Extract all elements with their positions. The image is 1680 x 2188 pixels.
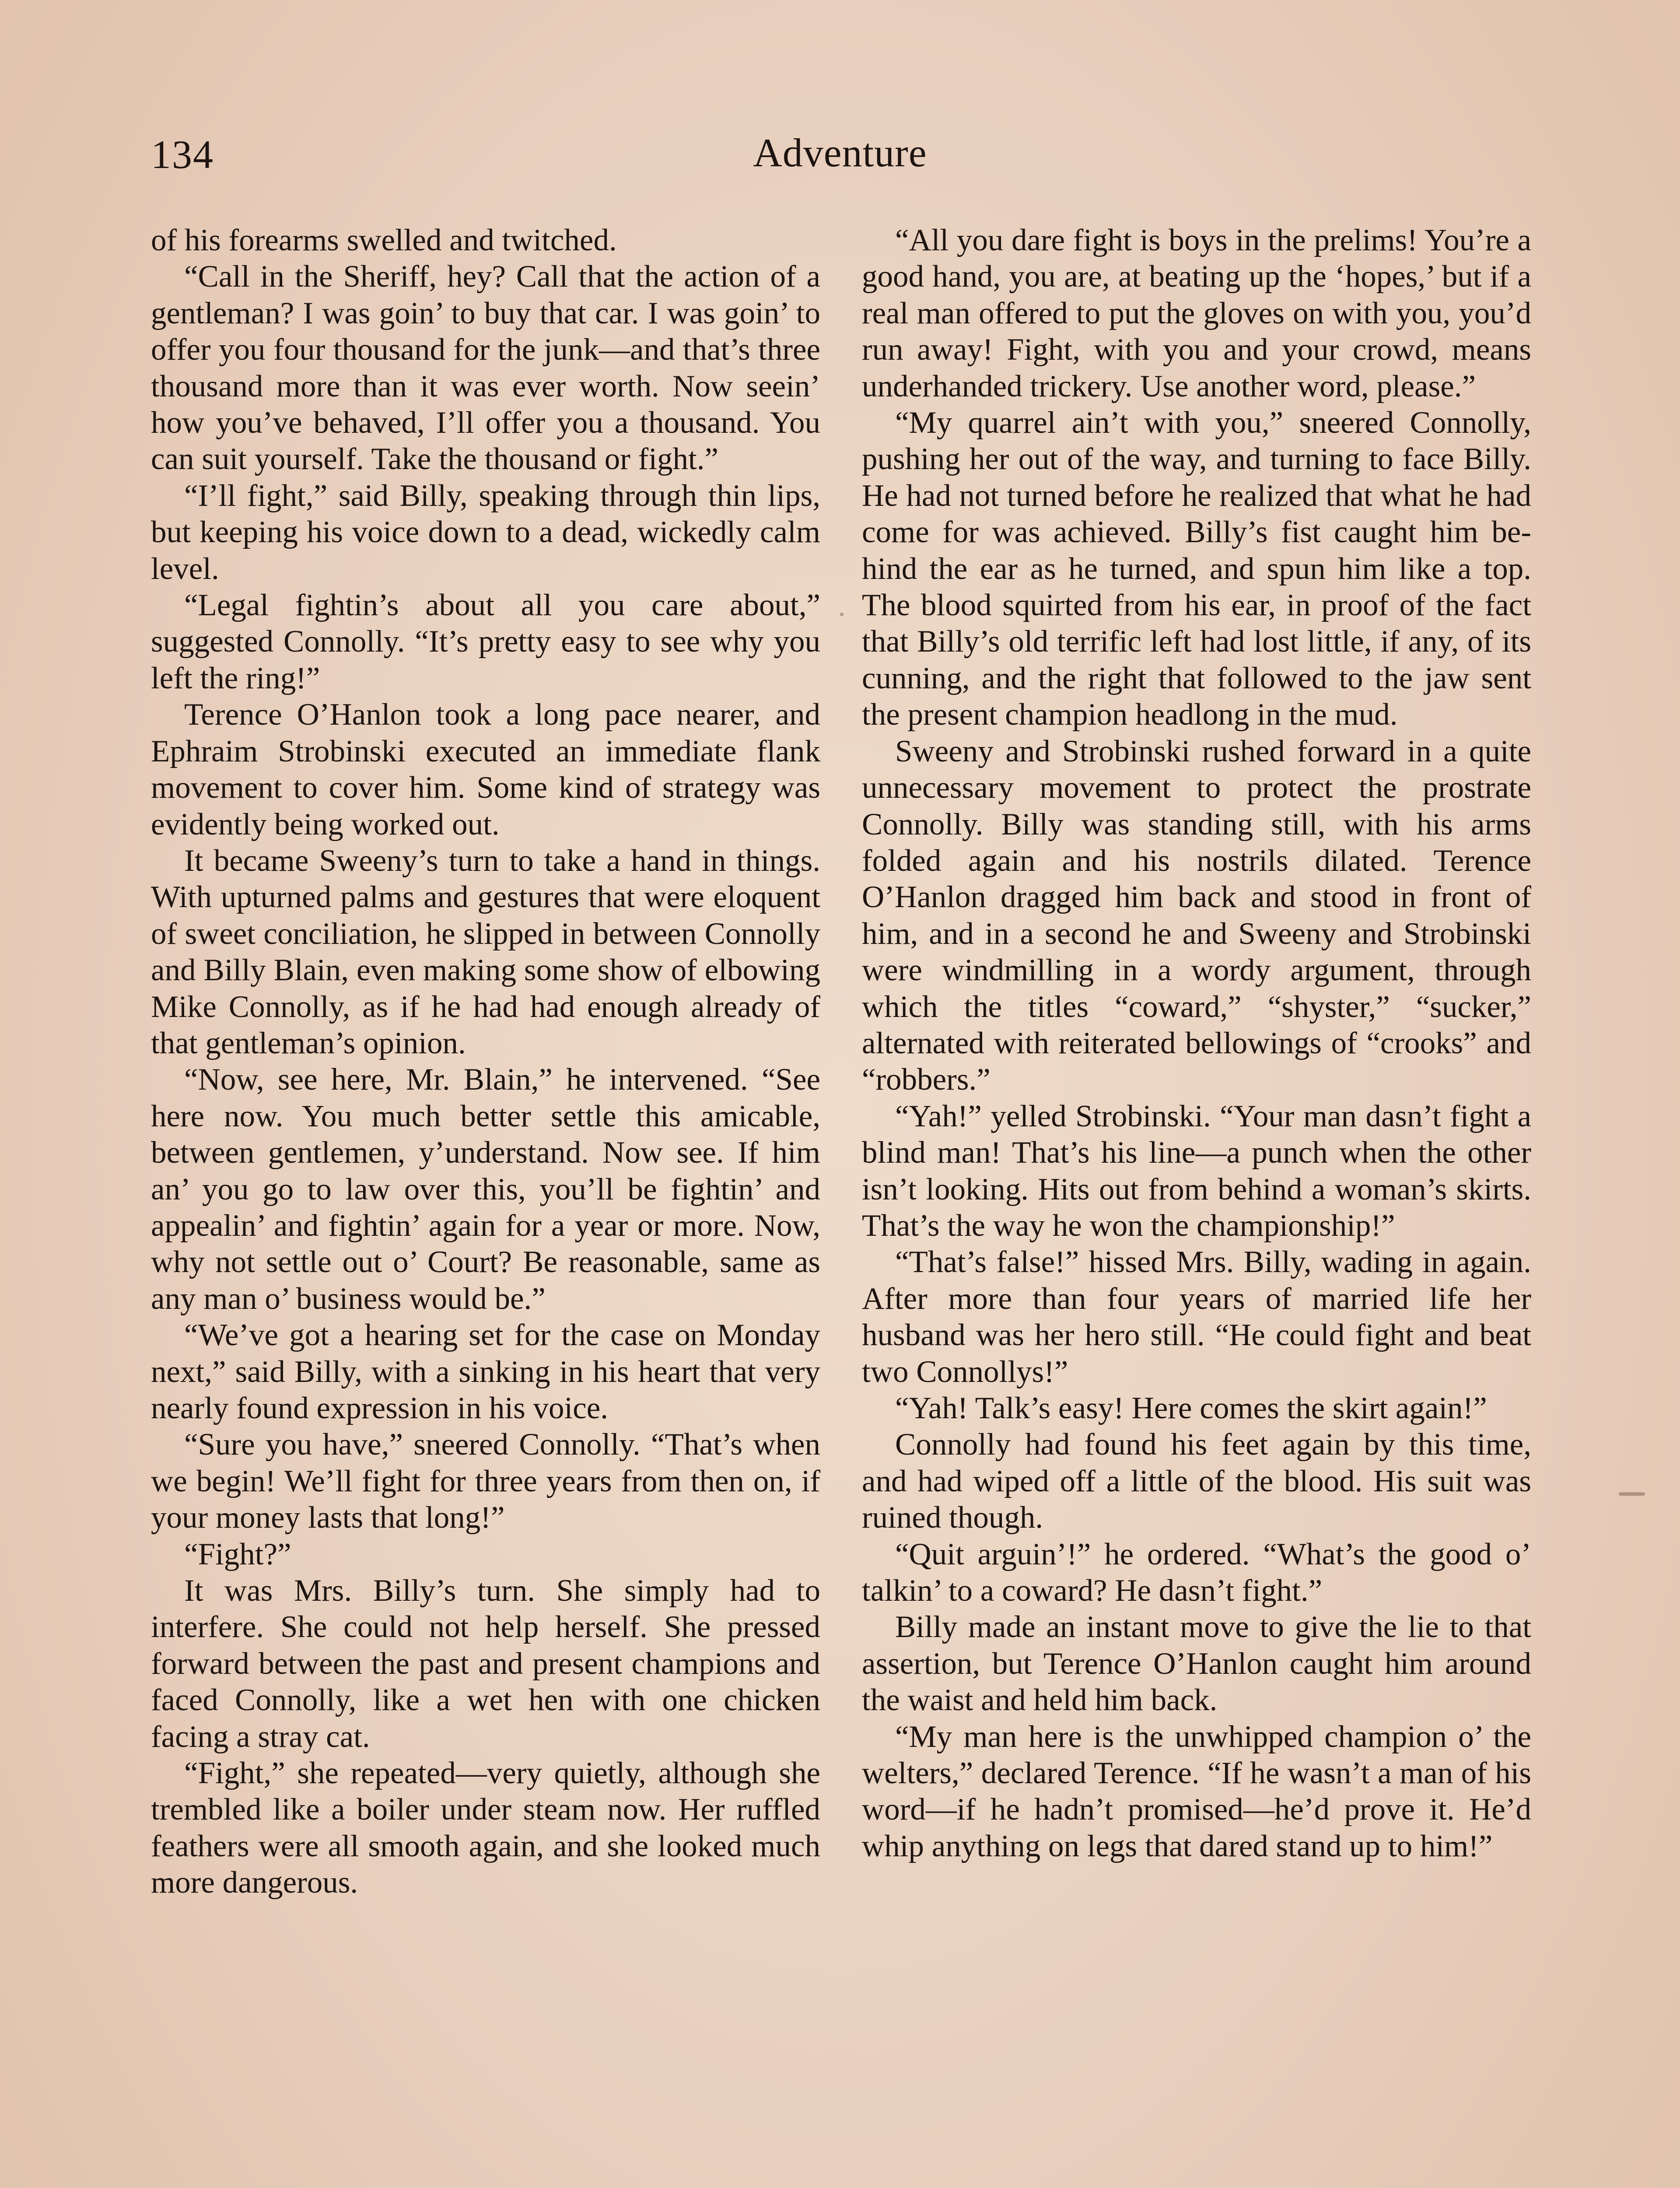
- paragraph: “Sure you have,” sneered Connolly. “That’s when we begin! We’ll fight for three years from then on, if your money lasts that long!”: [151, 1427, 820, 1535]
- paper-speck: [1619, 1492, 1645, 1496]
- right-column: [862, 222, 1531, 1865]
- running-head-title: Adventure: [753, 130, 927, 175]
- paragraph: “Now, see here, Mr. Blain,” he intervened. “See here now. You much better settle this amicable, between gentlemen, y’understand. Now see. If him an’ you go to law over this, you’ll be fightin’ and appealin’ and fightin’ again for a year or more. Now, why not settle out o’ Court? Be reasonable, same as any man o’ business would be.”: [151, 1062, 820, 1316]
- paragraph: Connolly had found his feet again by this time, and had wiped off a little of the blood. His suit was ruined though.: [862, 1427, 1531, 1535]
- paragraph: “Yah! Talk’s easy! Here comes the skirt again!”: [895, 1391, 1487, 1425]
- paper-speck: [840, 613, 844, 616]
- paragraph: “All you dare fight is boys in the prelims! You’re a good hand, you are, at beating up the ‘hopes,’ but if a real man offered to put the gloves on with you, you’d run away! Fight, with you and your crowd, means underhanded trickery. Use another word, please.”: [862, 223, 1531, 403]
- paragraph: “We’ve got a hearing set for the case on Monday next,” said Billy, with a sinking in his heart that very nearly found expression in his voice.: [151, 1318, 820, 1425]
- paragraph: of his forearms swelled and twitched.: [151, 223, 617, 257]
- paragraph: “Legal fightin’s about all you care about,” suggested Connolly. “It’s pretty easy to see why you left the ring!”: [151, 588, 820, 695]
- paragraph: “I’ll fight,” said Billy, speaking through thin lips, but keeping his voice down to a dead, wickedly calm level.: [151, 478, 820, 586]
- paragraph: It became Sweeny’s turn to take a hand in things. With upturned palms and gestures that were eloquent of sweet conciliation, he slipped in between Connolly and Billy Blain, even making some show of elbowing Mike Connolly, as if he had had enough already of that gentleman’s opinion.: [151, 843, 820, 1060]
- paragraph: “Yah!” yelled Strobinski. “Your man dasn’t fight a blind man! That’s his line—a punch when the other isn’t looking. Hits out from behind a woman’s skirts. That’s the way he won the championship!”: [862, 1099, 1531, 1243]
- paragraph: Billy made an instant move to give the lie to that assertion, but Terence O’Hanlon caught him around the waist and held him back.: [862, 1610, 1531, 1718]
- paragraph: Terence O’Hanlon took a long pace nearer, and Ephraim Strobinski executed an immediate flank movement to cover him. Some kind of strategy was evidently being worked out.: [151, 698, 820, 842]
- paragraph: “My man here is the unwhipped champion o’ the welters,” declared Terence. “If he wasn’t a man of his word—if he hadn’t promised—he’d prove it. He’d whip anything on legs that dared stand up to him!”: [862, 1719, 1531, 1863]
- paragraph: “That’s false!” hissed Mrs. Billy, wading in again. After more than four years of married life her husband was her hero still. “He could fight and beat two Connollys!”: [862, 1245, 1531, 1389]
- paragraph: Sweeny and Strobinski rushed forward in a quite unnecessary movement to protect the prostrate Connolly. Billy was standing still, with his arms folded again and his nostrils dilated. Terence O’Hanlon dragged him back and stood in front of him, and in a second he and Sweeny and Strobinski were windmilling in a wordy argument, through which the titles “coward,” “shyster,” “sucker,” alternated with reiterated bellowings of “crooks” and “robbers.”: [862, 734, 1531, 1097]
- page-number: 134: [151, 132, 214, 177]
- paragraph: “My quarrel ain’t with you,” sneered Connolly, pushing her out of the way, and turning to face Billy. He had not turned before he realized that what he had come for was achieved. Billy’s fist caught him behind the ear as he turned, and spun him like a top. The blood squirted from his ear, in proof of the fact that Billy’s old terrific left had lost little, if any, of its cunning, and the right that followed to the jaw sent the present champion headlong in the mud.: [862, 406, 1531, 732]
- paragraph: It was Mrs. Billy’s turn. She simply had to interfere. She could not help herself. She pressed forward between the past and present champions and faced Connolly, like a wet hen with one chicken facing a stray cat.: [151, 1574, 820, 1754]
- left-column: [151, 222, 820, 1901]
- paragraph: “Call in the Sheriff, hey? Call that the action of a gentleman? I was goin’ to buy that car. I was goin’ to offer you four thousand for the junk—and that’s three thousand more than it was ever worth. Now seein’ how you’ve behaved, I’ll offer you a thousand. You can suit yourself. Take the thousand or fight.”: [151, 259, 820, 477]
- paragraph: “Quit arguin’!” he ordered. “What’s the good o’ talkin’ to a coward? He dasn’t fight.”: [862, 1537, 1531, 1608]
- paragraph: “Fight,” she repeated—very quietly, although she trembled like a boiler under steam now. Her ruffled feathers were all smooth again, and she looked much more dangerous.: [151, 1756, 820, 1900]
- paragraph: “Fight?”: [184, 1537, 291, 1571]
